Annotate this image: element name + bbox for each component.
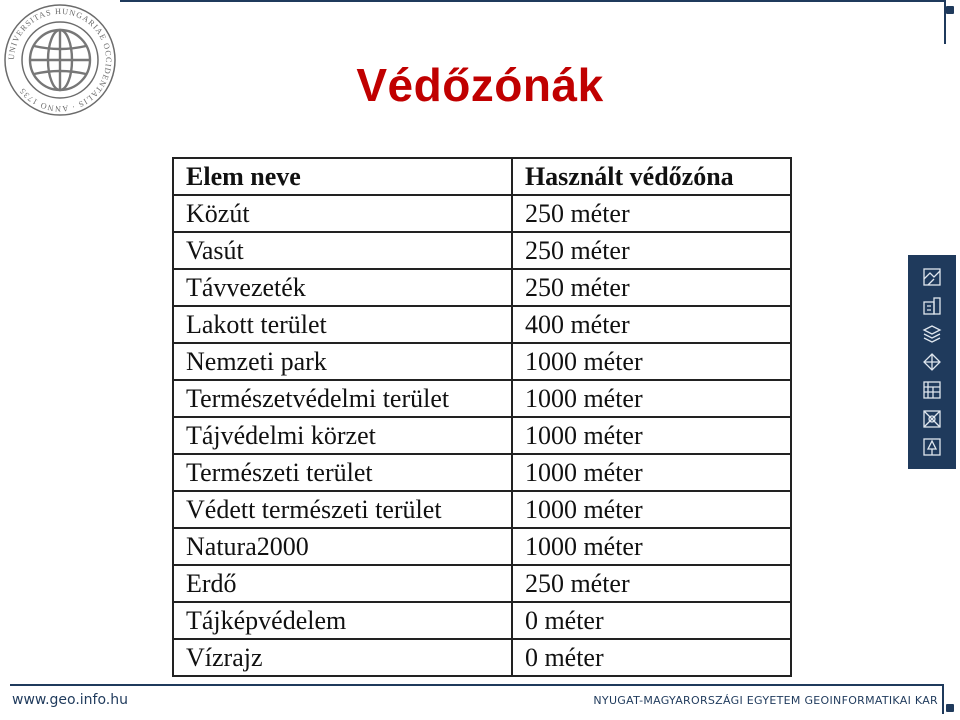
element-name-cell: Lakott terület [173,306,512,343]
zone-distance-cell: 1000 méter [512,454,791,491]
table-row [173,417,791,454]
element-name-cell: Természeti terület [173,454,512,491]
element-name-cell: Közút [173,195,512,232]
table-row [173,639,791,676]
tree-map-icon[interactable] [922,437,942,457]
layers-icon[interactable] [922,324,942,344]
table-row [173,380,791,417]
corner-mark-bottom [946,704,954,712]
grid-map-icon[interactable] [922,409,942,429]
table-row [173,232,791,269]
element-name-cell: Erdő [173,565,512,602]
zone-distance-cell: 250 méter [512,195,791,232]
element-name-cell: Vízrajz [173,639,512,676]
side-icon-bar [908,255,956,469]
zone-distance-cell: 1000 méter [512,528,791,565]
element-name-cell: Védett természeti terület [173,491,512,528]
table-row [173,269,791,306]
globe-icon[interactable] [922,352,942,372]
bottom-divider [10,684,944,686]
element-name-cell: Vasút [173,232,512,269]
element-name-cell: Natura2000 [173,528,512,565]
table-row [173,454,791,491]
zone-distance-cell: 1000 méter [512,380,791,417]
zone-distance-cell: 1000 méter [512,491,791,528]
footer-institution-name: NYUGAT-MAGYARORSZÁGI EGYETEM GEOINFORMATIKAI KAR [593,694,938,707]
building-icon[interactable] [922,296,942,316]
element-name-cell: Nemzeti park [173,343,512,380]
zone-distance-cell: 400 méter [512,306,791,343]
element-name-cell: Természetvédelmi terület [173,380,512,417]
zone-distance-cell: 1000 méter [512,343,791,380]
zone-distance-cell: 1000 méter [512,417,791,454]
map-icon[interactable] [922,267,942,287]
protection-zone-table-container [172,157,792,672]
zone-distance-cell: 0 méter [512,602,791,639]
top-divider [120,0,946,2]
element-name-cell: Távvezeték [173,269,512,306]
table-row [173,565,791,602]
zone-distance-cell: 250 méter [512,269,791,306]
table-row [173,343,791,380]
element-name-cell: Tájvédelmi körzet [173,417,512,454]
column-header-element-name: Elem neve [173,158,512,195]
table-row [173,306,791,343]
city-icon[interactable] [922,380,942,400]
element-name-cell: Tájképvédelem [173,602,512,639]
svg-text:UNIVERSITAS HUNGARIAE OCCIDENT: UNIVERSITAS HUNGARIAE OCCIDENTALIS · ANNO 1735 [6,6,114,114]
table-row [173,491,791,528]
footer-website-link[interactable]: www.geo.info.hu [12,692,128,708]
zone-distance-cell: 250 méter [512,565,791,602]
table-row [173,195,791,232]
zone-distance-cell: 250 méter [512,232,791,269]
zone-distance-cell: 0 méter [512,639,791,676]
column-header-zone: Használt védőzóna [512,158,791,195]
table-row [173,602,791,639]
table-row [173,528,791,565]
corner-mark-top [946,6,954,14]
page-title: Védőzónák [356,59,604,111]
bottom-divider-vertical [942,684,944,714]
table-header-row [173,158,791,195]
protection-zone-table [172,157,792,677]
